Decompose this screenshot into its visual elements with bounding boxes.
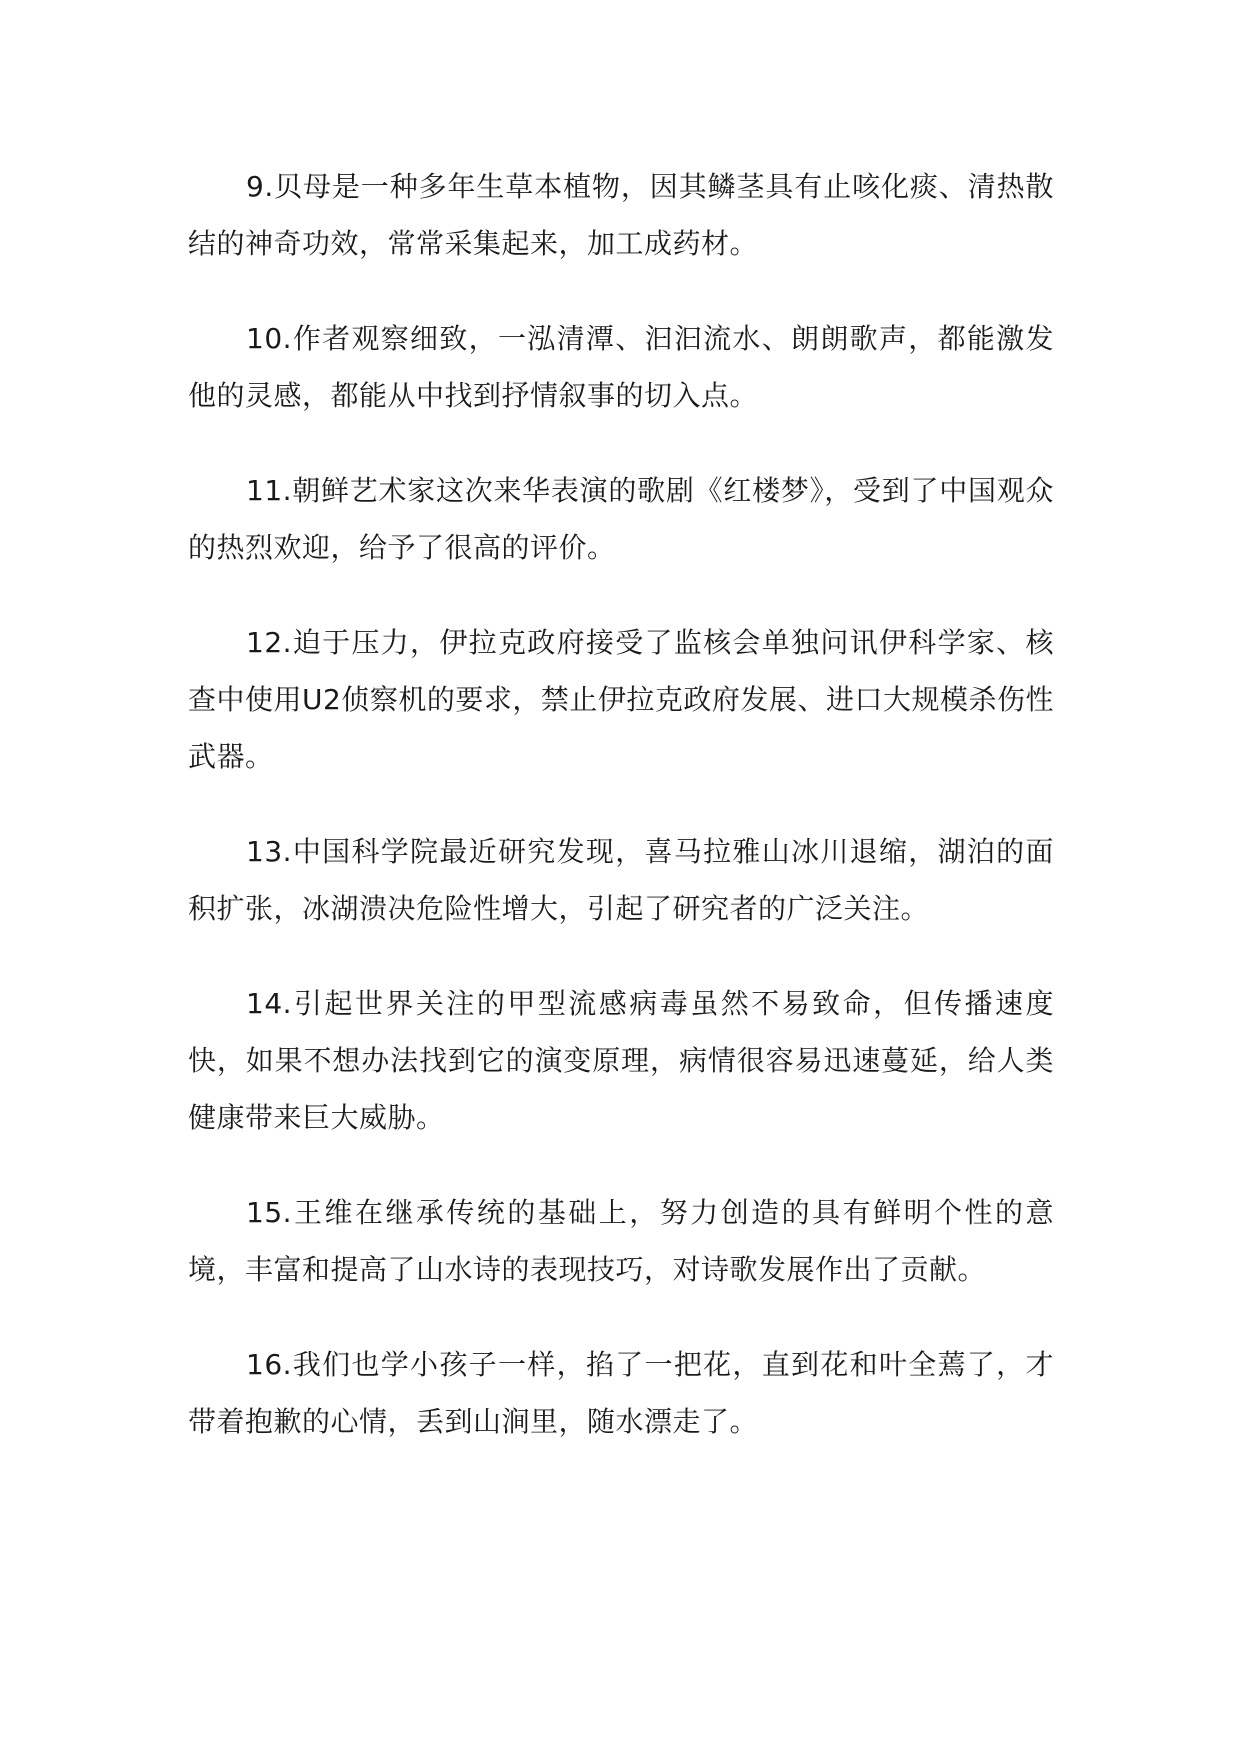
- document-body: [188, 158, 1054, 1488]
- paragraph-item-11: 11.朝鲜艺术家这次来华表演的歌剧《红楼梦》，受到了中国观众的热烈欢迎，给予了很高的评价。: [188, 474, 1054, 564]
- paragraph-item-9: 9.贝母是一种多年生草本植物，因其鳞茎具有止咳化痰、清热散结的神奇功效，常常采集起来，加工成药材。: [188, 170, 1054, 260]
- paragraph-item-14: 14.引起世界关注的甲型流感病毒虽然不易致命，但传播速度快，如果不想办法找到它的演变原理，病情很容易迅速蔓延，给人类健康带来巨大威胁。: [188, 987, 1054, 1134]
- paragraph-item-15: 15.王维在继承传统的基础上，努力创造的具有鲜明个性的意境，丰富和提高了山水诗的表现技巧，对诗歌发展作出了贡献。: [188, 1196, 1054, 1286]
- paragraph-item-12: 12.迫于压力，伊拉克政府接受了监核会单独问讯伊科学家、核查中使用U2侦察机的要求，禁止伊拉克政府发展、进口大规模杀伤性武器。: [188, 626, 1054, 773]
- paragraph-item-10: 10.作者观察细致，一泓清潭、汩汩流水、朗朗歌声，都能激发他的灵感，都能从中找到抒情叙事的切入点。: [188, 322, 1054, 412]
- paragraph-item-13: 13.中国科学院最近研究发现，喜马拉雅山冰川退缩，湖泊的面积扩张，冰湖溃决危险性增大，引起了研究者的广泛关注。: [188, 835, 1054, 925]
- paragraph-item-16: 16.我们也学小孩子一样，掐了一把花，直到花和叶全蔫了，才带着抱歉的心情，丢到山涧里，随水漂走了。: [188, 1348, 1054, 1438]
